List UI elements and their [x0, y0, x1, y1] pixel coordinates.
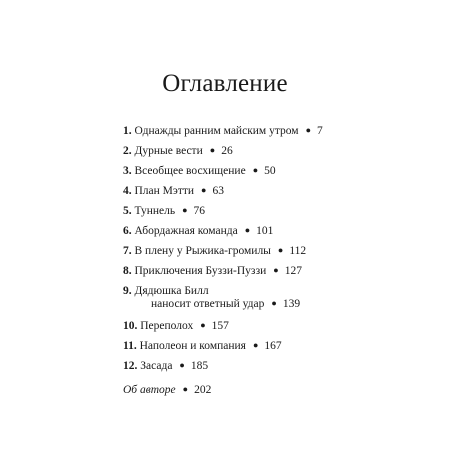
toc-entry-1[interactable] [123, 125, 323, 138]
entry-number: 2. [123, 145, 132, 157]
entry-number: 12. [123, 360, 138, 372]
entry-title: Наполеон и компания [139, 340, 246, 352]
entry-page: 185 [190, 360, 209, 372]
toc-entry-7[interactable] [123, 245, 306, 258]
toc-entry-3[interactable] [123, 165, 276, 178]
entry-number: 10. [123, 320, 138, 332]
entry-page: 50 [264, 165, 276, 177]
bullet-icon: ● [252, 340, 259, 350]
toc-entry-5[interactable] [123, 205, 205, 218]
bullet-icon: ● [182, 384, 189, 394]
entry-number: 8. [123, 265, 132, 277]
entry-page: 26 [221, 145, 233, 157]
bullet-icon: ● [201, 185, 207, 195]
bullet-icon: ● [182, 205, 188, 215]
bullet-icon: ● [179, 360, 185, 370]
entry-title: Всеобщее восхищение [134, 165, 246, 177]
bullet-icon: ● [277, 245, 284, 255]
toc-entry-8[interactable] [123, 265, 302, 278]
entry-title: Приключения Буззи-Пуззи [134, 265, 267, 277]
entry-number: 11. [123, 340, 137, 352]
bullet-icon: ● [209, 145, 216, 155]
bullet-icon: ● [305, 125, 311, 135]
toc-entry-2[interactable] [123, 145, 233, 158]
entry-title: В плену у Рыжика-громилы [134, 245, 271, 257]
entry-title: Об авторе [123, 384, 176, 396]
entry-page: 202 [194, 384, 212, 396]
entry-title-line2: наносит ответный удар [151, 298, 265, 310]
toc-entry-10[interactable] [123, 320, 229, 333]
toc-entry-6[interactable] [123, 225, 273, 238]
entry-page: 101 [256, 225, 274, 237]
entry-title: Переполох [140, 320, 194, 332]
page-title: Оглавление [162, 70, 288, 97]
entry-title: Однажды ранним майским утром [134, 125, 299, 137]
entry-number: 1. [123, 125, 132, 137]
entry-page: 7 [317, 125, 323, 137]
entry-page: 63 [212, 185, 224, 197]
bullet-icon: ● [244, 225, 251, 235]
entry-title: Туннель [134, 205, 176, 217]
entry-number: 9. [123, 285, 132, 297]
toc-entry-4[interactable] [123, 185, 224, 198]
toc-entry-12[interactable] [123, 360, 208, 373]
entry-number: 6. [123, 225, 132, 237]
entry-title-line1: Дядюшка Билл [134, 285, 209, 297]
entry-number: 3. [123, 165, 132, 177]
entry-page: 157 [211, 320, 229, 332]
entry-page: 127 [284, 265, 302, 277]
entry-page: 112 [289, 245, 307, 257]
bullet-icon: ● [271, 298, 277, 308]
toc-entry-11[interactable] [123, 340, 282, 353]
entry-number: 5. [123, 205, 132, 217]
entry-number: 4. [123, 185, 132, 197]
bullet-icon: ● [273, 265, 279, 275]
entry-page: 167 [264, 340, 282, 352]
toc-entry-9[interactable] [123, 285, 300, 311]
entry-number: 7. [123, 245, 132, 257]
bullet-icon: ● [252, 165, 259, 175]
entry-title: Засада [140, 360, 173, 372]
entry-title: План Мэтти [134, 185, 195, 197]
entry-title: Абордажная команда [134, 225, 238, 237]
entry-page: 139 [282, 298, 301, 310]
entry-title: Дурные вести [134, 145, 203, 157]
bullet-icon: ● [200, 320, 206, 330]
toc-entry-about-author[interactable] [123, 384, 211, 397]
entry-page: 76 [193, 205, 206, 217]
